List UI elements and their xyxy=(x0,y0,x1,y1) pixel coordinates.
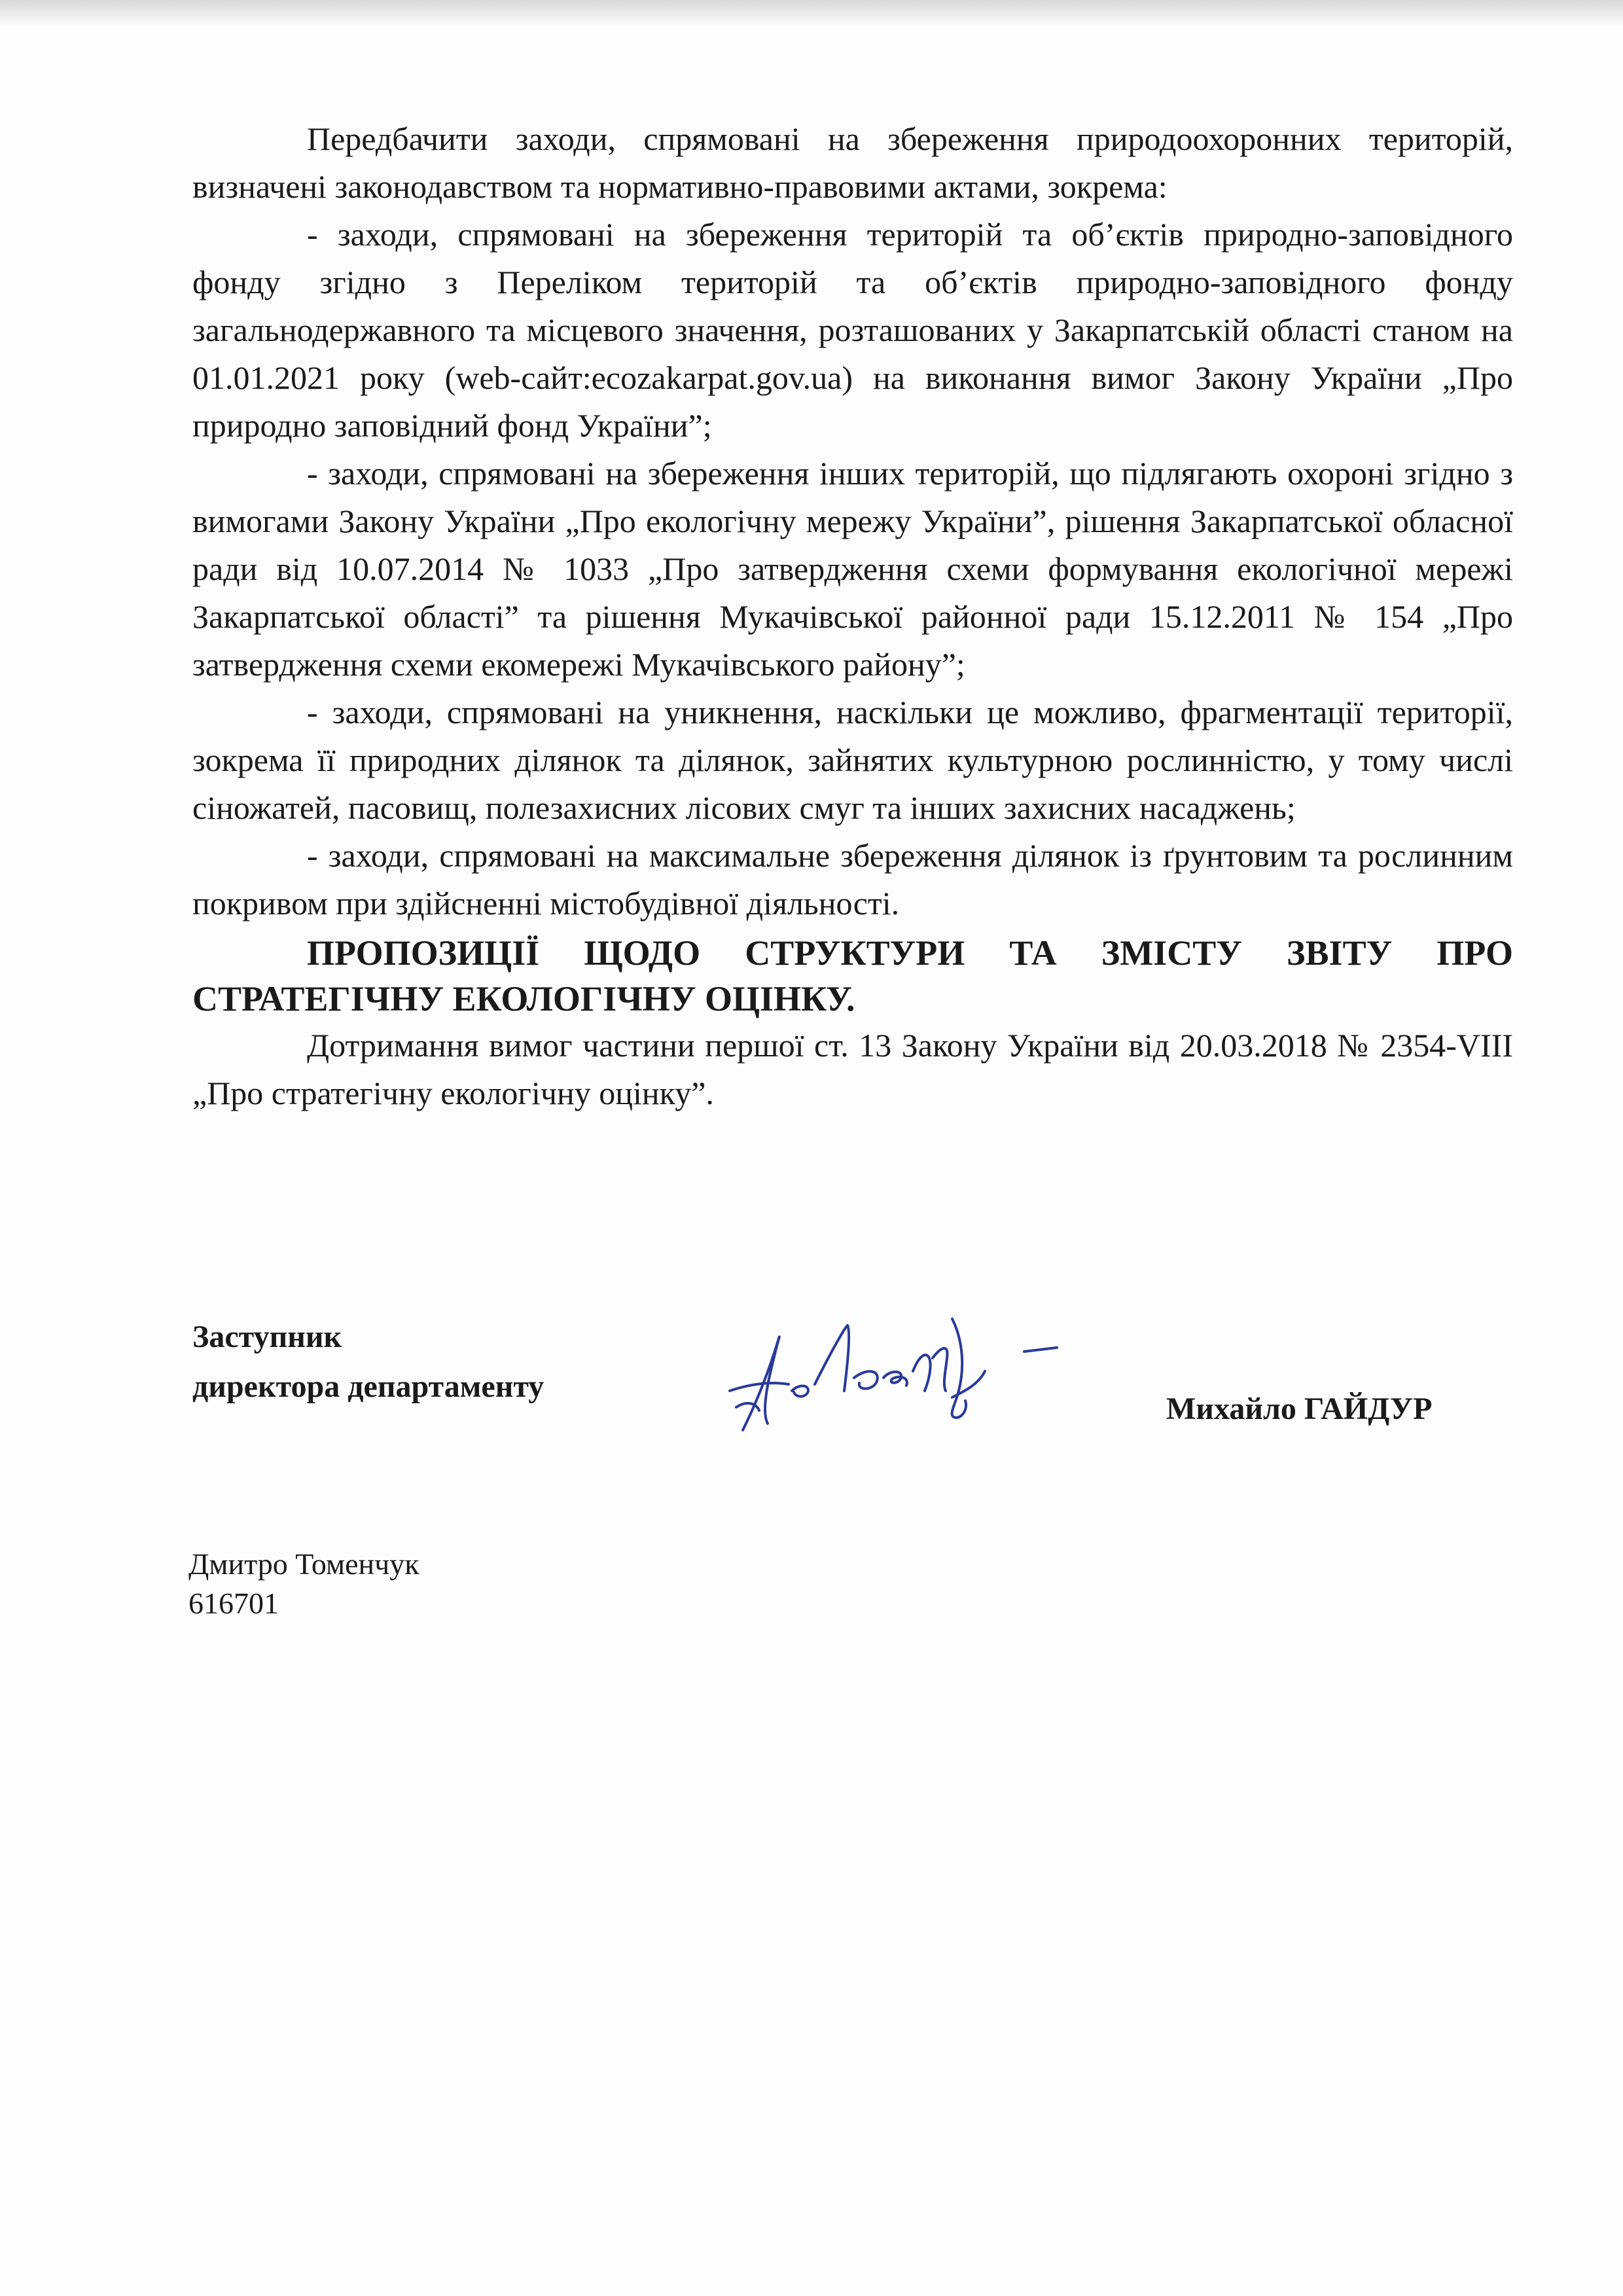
paragraph-soil-cover-measures: - заходи, спрямовані на максимальне збереження ділянок із ґрунтовим та рослинним покривом при здійсненні містобудівної діяльності. xyxy=(192,837,1513,922)
signatory-position xyxy=(192,1312,544,1412)
position-line-1: Заступник xyxy=(192,1319,342,1354)
paragraph-ecological-network-measures: - заходи, спрямовані на збереження інших територій, що підлягають охороні згідно з вимогами Закону України „Про екологічну мережу України”, рішення Закарпатської обласної ради від 10.07.2014 № 1033 „Про затвердження схеми формування екологічної мережі Закарпатської області” та рішення Мукачівської районної ради 15.12.2011 № 154 „Про затвердження схеми екомережі Мукачівського району”; xyxy=(192,455,1513,683)
paragraph-intro: Передбачити заходи, спрямовані на збереження природоохоронних територій, визначені законодавством та нормативно-правовими актами, зокрема: xyxy=(192,120,1513,205)
signatory-name: Михайло ГАЙДУР xyxy=(1166,1391,1433,1426)
position-line-2: директора департаменту xyxy=(192,1369,544,1404)
executor-name: Дмитро Томенчук xyxy=(188,1547,419,1581)
document-body xyxy=(192,115,1513,1117)
executor-phone: 616701 xyxy=(188,1587,279,1620)
paragraph-closing: Дотримання вимог частини першої ст. 13 Закону України від 20.03.2018 № 2354-VIII „Про стратегічну екологічну оцінку”. xyxy=(192,1027,1513,1111)
executor-info xyxy=(188,1545,419,1623)
handwritten-signature xyxy=(717,1293,1083,1456)
scan-edge-shadow xyxy=(0,0,1623,26)
paragraph-nature-reserve-measures: - заходи, спрямовані на збереження територій та об’єктів природно-заповідного фонду згідно з Переліком територій та об’єктів природно-заповідного фонду загальнодержавного та місцевого значення, розташованих у Закарпатській області станом на 01.01.2021 року (web-сайт:ecozakarpat.gov.ua) на виконання вимог Закону України „Про природно заповідний фонд України”; xyxy=(192,216,1513,444)
paragraph-fragmentation-measures: - заходи, спрямовані на уникнення, наскільки це можливо, фрагментації території, зокрема її природних ділянок та ділянок, зайнятих культурною рослинністю, у тому числі сіножатей, пасовищ, полезахисних лісових смуг та інших захисних насаджень; xyxy=(192,694,1513,826)
section-heading: ПРОПОЗИЦІЇ ЩОДО СТРУКТУРИ ТА ЗМІСТУ ЗВІТУ ПРО СТРАТЕГІЧНУ ЕКОЛОГІЧНУ ОЦІНКУ. xyxy=(192,933,1513,1018)
